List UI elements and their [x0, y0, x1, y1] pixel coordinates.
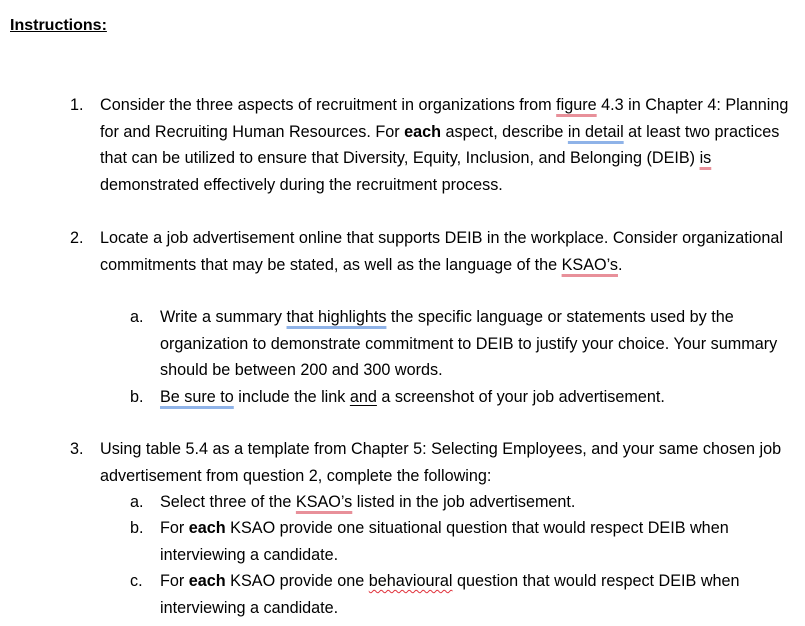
grammar-flag-is: is [699, 149, 712, 168]
sub-letter: a. [130, 308, 144, 326]
sub-letter: b. [130, 388, 144, 406]
style-flag-in-detail: in detail [567, 122, 624, 141]
text-run: KSAO provide one [225, 572, 369, 590]
question-text: Using table 5.4 as a template from Chapter 5: Selecting Employees, and your same chosen job advertisement from question 2, complete the following: [100, 440, 782, 485]
text-run: . [617, 255, 623, 274]
text-run: Locate a job advertisement online that supports DEIB in the workplace. Consider organizational commitments that may be stated, as well as the language of the [100, 229, 783, 274]
text-run: KSAO provide one situational question that would respect DEIB when interviewing a candidate. [160, 519, 729, 564]
grammar-flag-ksaos: KSAO’s [295, 493, 353, 511]
text-run: at least two practices that can be utilized to ensure that Diversity, Equity, Inclusion, and Belonging (DEIB) [100, 122, 780, 168]
sub-letter: c. [130, 572, 143, 590]
text-run: include the link [233, 388, 350, 406]
text-run: Consider the three aspects of recruitment in organizations from [100, 96, 557, 114]
text-run: demonstrated effectively during the recruitment process. [100, 176, 503, 195]
bold-each: each [188, 572, 226, 590]
sub-text [160, 515, 790, 568]
sub-text [160, 304, 790, 384]
bold-each: each [404, 122, 441, 141]
question-number: 3. [70, 440, 84, 458]
sub-text [160, 384, 790, 411]
text-run: question that would respect DEIB when interviewing a candidate. [160, 572, 740, 617]
sub-text [160, 568, 790, 621]
text-run: the specific language or statements used by the organization to demonstrate commitment to DEIB to justify your choice. Your summary should be between 200 and 300 words. [160, 308, 778, 380]
text-run: 4.3 in Chapter 4: Planning for and Recruiting Human Resources. For [100, 96, 789, 141]
sub-text [160, 489, 790, 516]
style-flag-that-highlights: that highlights [286, 308, 387, 326]
grammar-flag-figure: figure [556, 96, 597, 114]
sub-letter: b. [130, 519, 144, 537]
text-run: a screenshot of your job advertisement. [376, 388, 665, 406]
sub-letter: a. [130, 493, 144, 511]
question-text [100, 225, 790, 278]
question-number: 2. [70, 229, 84, 247]
text-run: Write a summary [160, 308, 287, 326]
text-run: Select three of the [160, 493, 296, 511]
grammar-flag-ksaos: KSAO’s [561, 255, 618, 274]
instructions-heading: Instructions: [10, 17, 107, 34]
spelling-flag-behavioural: behavioural [368, 572, 453, 590]
underlined-and: and [349, 388, 377, 406]
text-run: aspect, describe [441, 122, 568, 141]
question-number: 1. [70, 96, 84, 114]
style-flag-be-sure-to: Be sure to [160, 388, 234, 406]
text-run: For [160, 572, 189, 590]
bold-each: each [188, 519, 226, 537]
text-run: For [160, 519, 189, 537]
text-run: listed in the job advertisement. [352, 493, 576, 511]
question-text [100, 92, 790, 199]
